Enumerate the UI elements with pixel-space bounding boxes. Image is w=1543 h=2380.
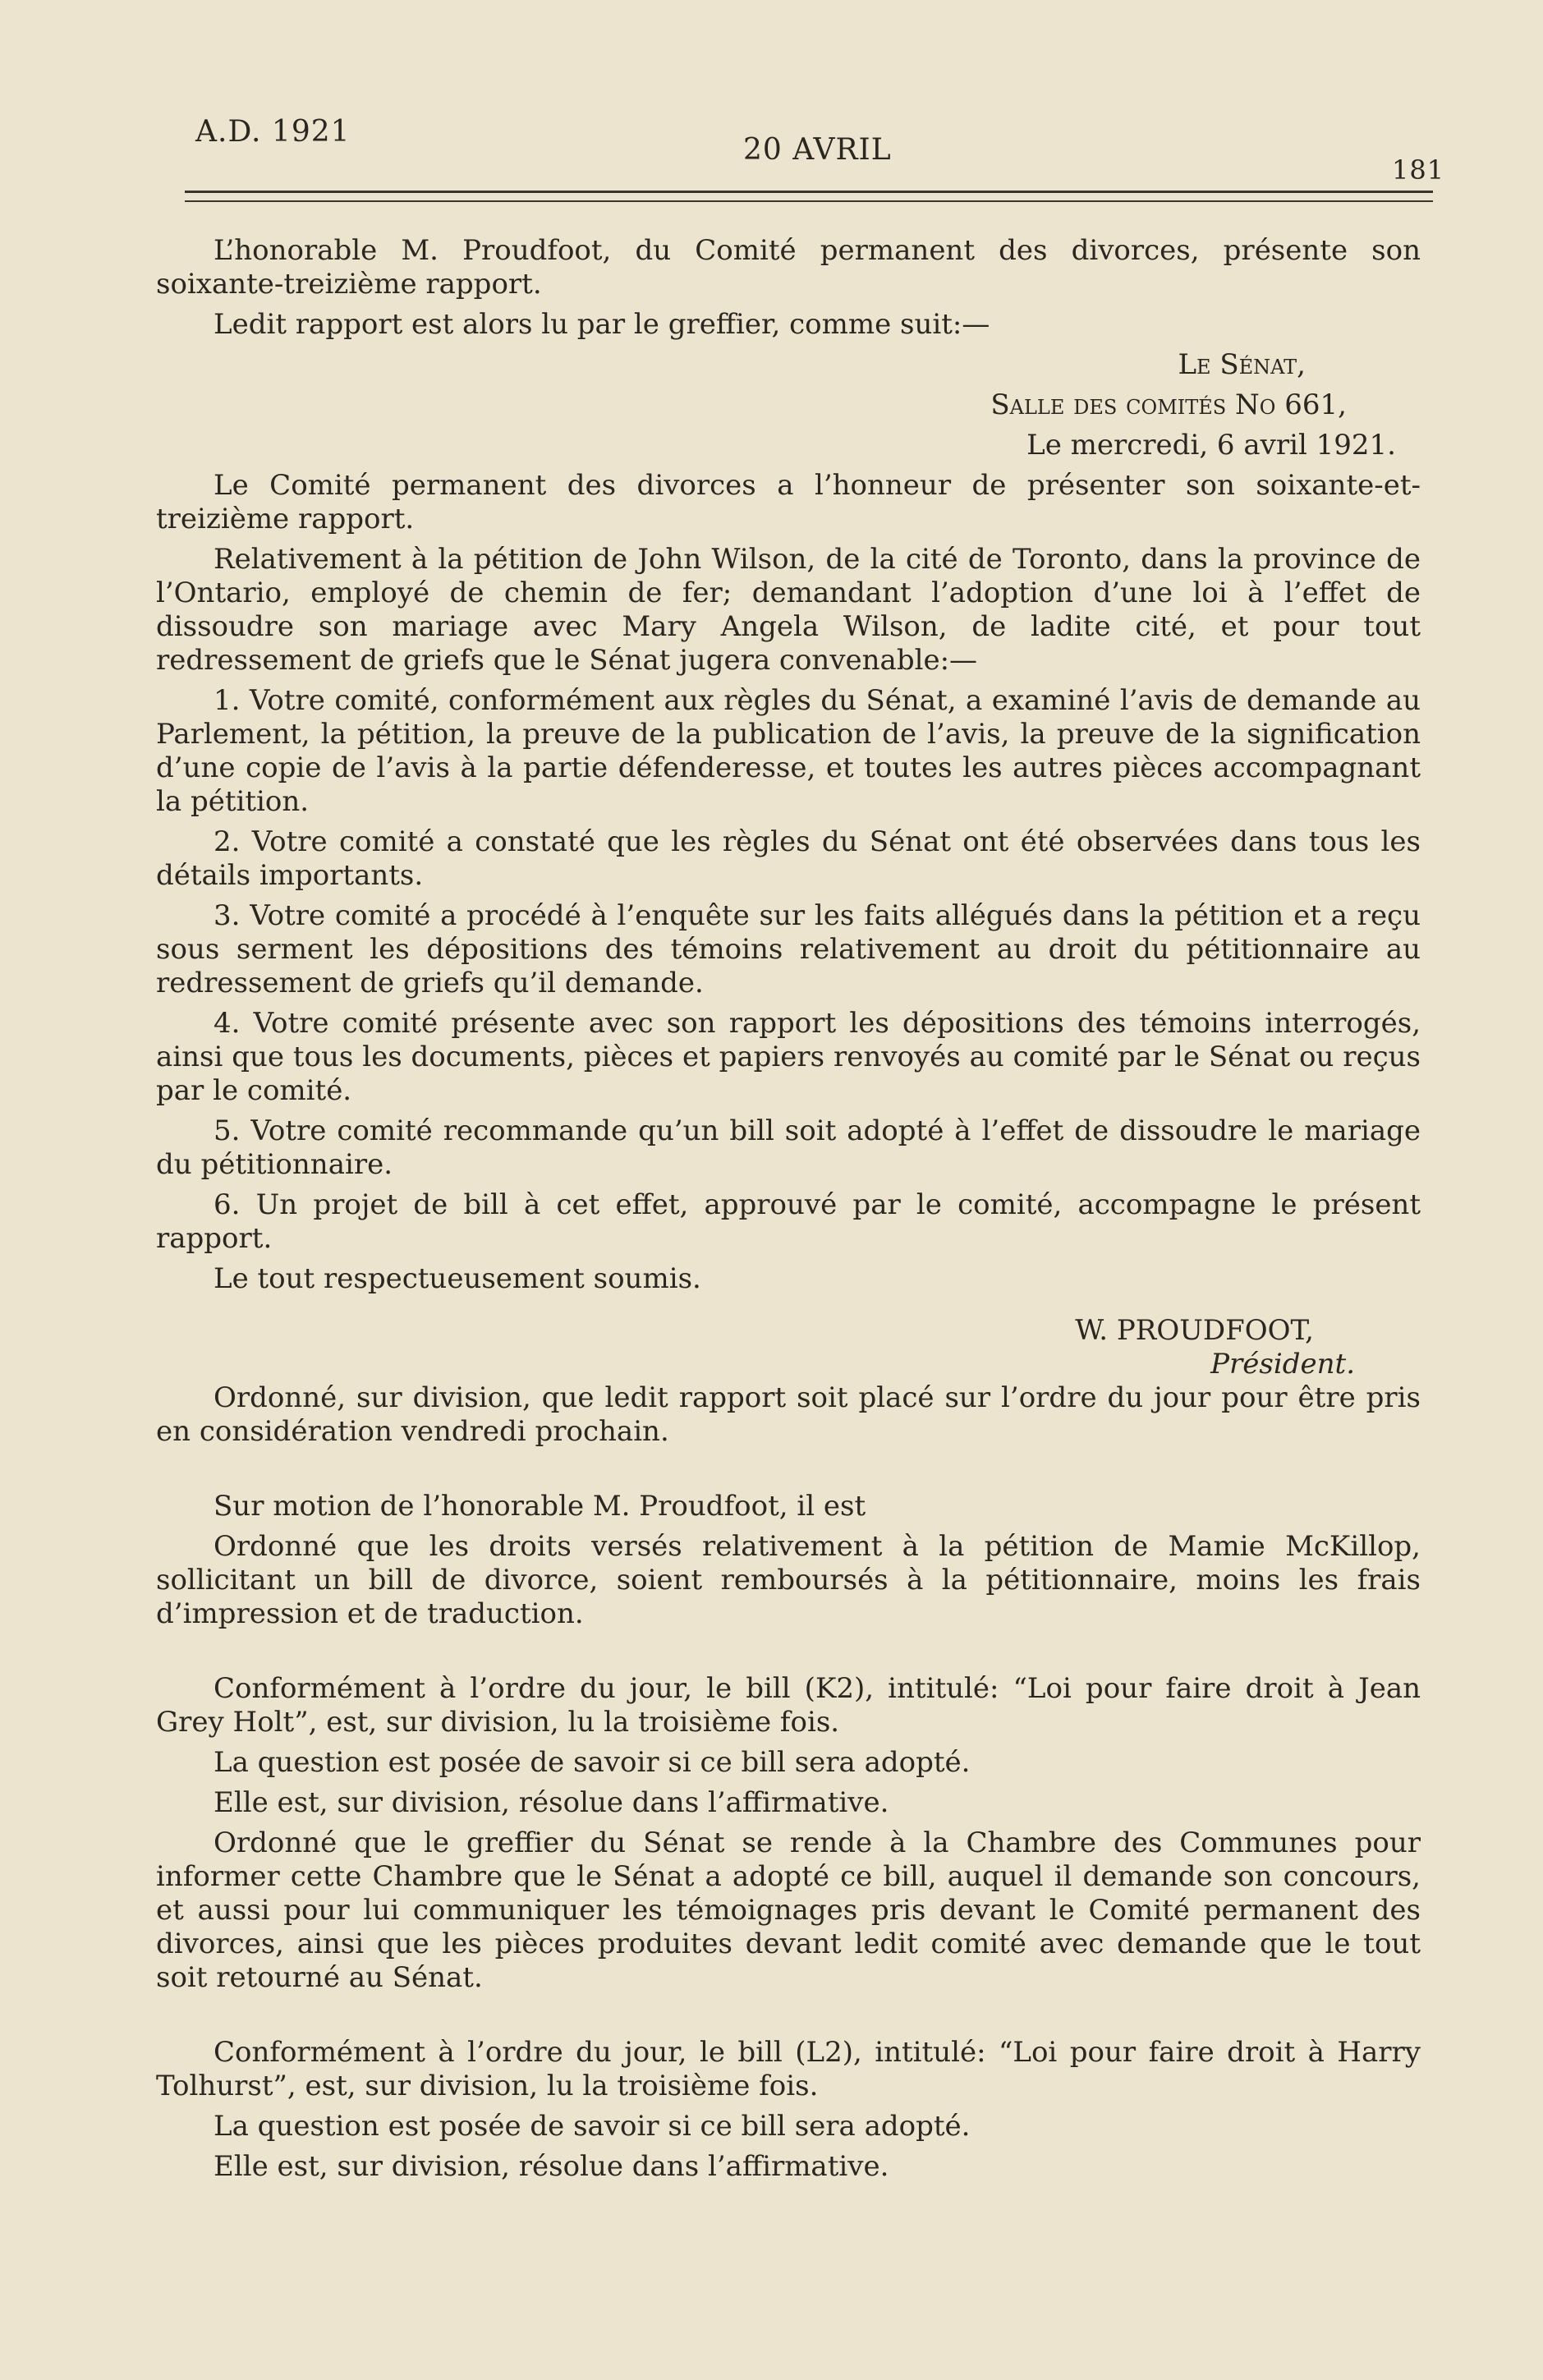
- signature-title: Président.: [1210, 1348, 1355, 1381]
- address-senate: Le Sénat,: [1178, 348, 1306, 381]
- document-body: [156, 234, 1421, 2190]
- report-item-1: 1. Votre comité, conformément aux règles du Sénat, a examiné l’avis de demande au Parlement, la pétition, la preuve de la publication de l’avis, la preuve de la signification d’une copie de l’avis à la partie défenderesse, et toutes les autres pièces accompagnant la pétition.: [156, 684, 1421, 818]
- signature-name: W. PROUDFOOT,: [1075, 1314, 1314, 1347]
- para-report-read: Ledit rapport est alors lu par le greffier, comme suit:—: [214, 308, 990, 341]
- page-number: 181: [1392, 154, 1445, 186]
- report-item-2: 2. Votre comité a constaté que les règles du Sénat ont été observées dans tous les détails importants.: [156, 825, 1421, 892]
- header-rule-top: [185, 191, 1433, 193]
- para-report-presented: L’honorable M. Proudfoot, du Comité permanent des divorces, présente son soixante-treizième rapport.: [156, 234, 1421, 301]
- para-k2-question: La question est posée de savoir si ce bill sera adopté.: [214, 1746, 971, 1779]
- report-item-3: 3. Votre comité a procédé à l’enquête sur les faits allégués dans la pétition et a reçu sous serment les dépositions des témoins relativement au droit du pétitionnaire au redressement de griefs qu’il demande.: [156, 899, 1421, 999]
- report-item-6: 6. Un projet de bill à cet effet, approuvé par le comité, accompagne le présent rapport.: [156, 1188, 1421, 1255]
- report-item-4: 4. Votre comité présente avec son rapport les dépositions des témoins interrogés, ainsi que tous les documents, pièces et papiers renvoyés au comité par le Sénat ou reçus par le comité.: [156, 1007, 1421, 1107]
- para-order-clerk-commons: Ordonné que le greffier du Sénat se rende à la Chambre des Communes pour informer cette Chambre que le Sénat a adopté ce bill, auquel il demande son concours, et aussi pour lui communiquer les témoignages pris devant le Comité permanent des divorces, ainsi que les pièces produites devant ledit comité avec demande que le tout soit retourné au Sénat.: [156, 1826, 1421, 1994]
- header-date: 20 AVRIL: [743, 133, 892, 167]
- para-bill-l2: Conformément à l’ordre du jour, le bill (L2), intitulé: “Loi pour faire droit à Harry Tolhurst”, est, sur division, lu la troisième fois.: [156, 2036, 1421, 2102]
- para-committee-honour: Le Comité permanent des divorces a l’honneur de présenter son soixante-et-treizième rapport.: [156, 469, 1421, 535]
- report-item-5: 5. Votre comité recommande qu’un bill soit adopté à l’effet de dissoudre le mariage du pétitionnaire.: [156, 1114, 1421, 1181]
- para-motion-proudfoot: Sur motion de l’honorable M. Proudfoot, il est: [214, 1490, 866, 1523]
- para-order-refund-mckillop: Ordonné que les droits versés relativement à la pétition de Mamie McKillop, sollicitant un bill de divorce, soient remboursés à la pétitionnaire, moins les frais d’impression et de traduction.: [156, 1530, 1421, 1630]
- para-closing: Le tout respectueusement soumis.: [214, 1262, 701, 1295]
- para-l2-question: La question est posée de savoir si ce bill sera adopté.: [214, 2110, 971, 2143]
- para-petition-wilson: Relativement à la pétition de John Wilson, de la cité de Toronto, dans la province de l’Ontario, employé de chemin de fer; demandant l’adoption d’une loi à l’effet de dissoudre son mariage avec Mary Angela Wilson, de ladite cité, et pour tout redressement de griefs que le Sénat jugera convenable:—: [156, 543, 1421, 677]
- para-k2-affirmative: Elle est, sur division, résolue dans l’affirmative.: [214, 1786, 889, 1819]
- header-year: A.D. 1921: [195, 115, 351, 149]
- para-l2-affirmative: Elle est, sur division, résolue dans l’affirmative.: [214, 2150, 889, 2183]
- para-bill-k2: Conformément à l’ordre du jour, le bill (K2), intitulé: “Loi pour faire droit à Jean Grey Holt”, est, sur division, lu la troisième fois.: [156, 1672, 1421, 1739]
- header-rule-bottom: [185, 200, 1433, 202]
- address-date: Le mercredi, 6 avril 1921.: [1026, 429, 1396, 462]
- address-room: Salle des comités No 661,: [990, 388, 1347, 421]
- para-order-consideration: Ordonné, sur division, que ledit rapport soit placé sur l’ordre du jour pour être pris en considération vendredi prochain.: [156, 1381, 1421, 1448]
